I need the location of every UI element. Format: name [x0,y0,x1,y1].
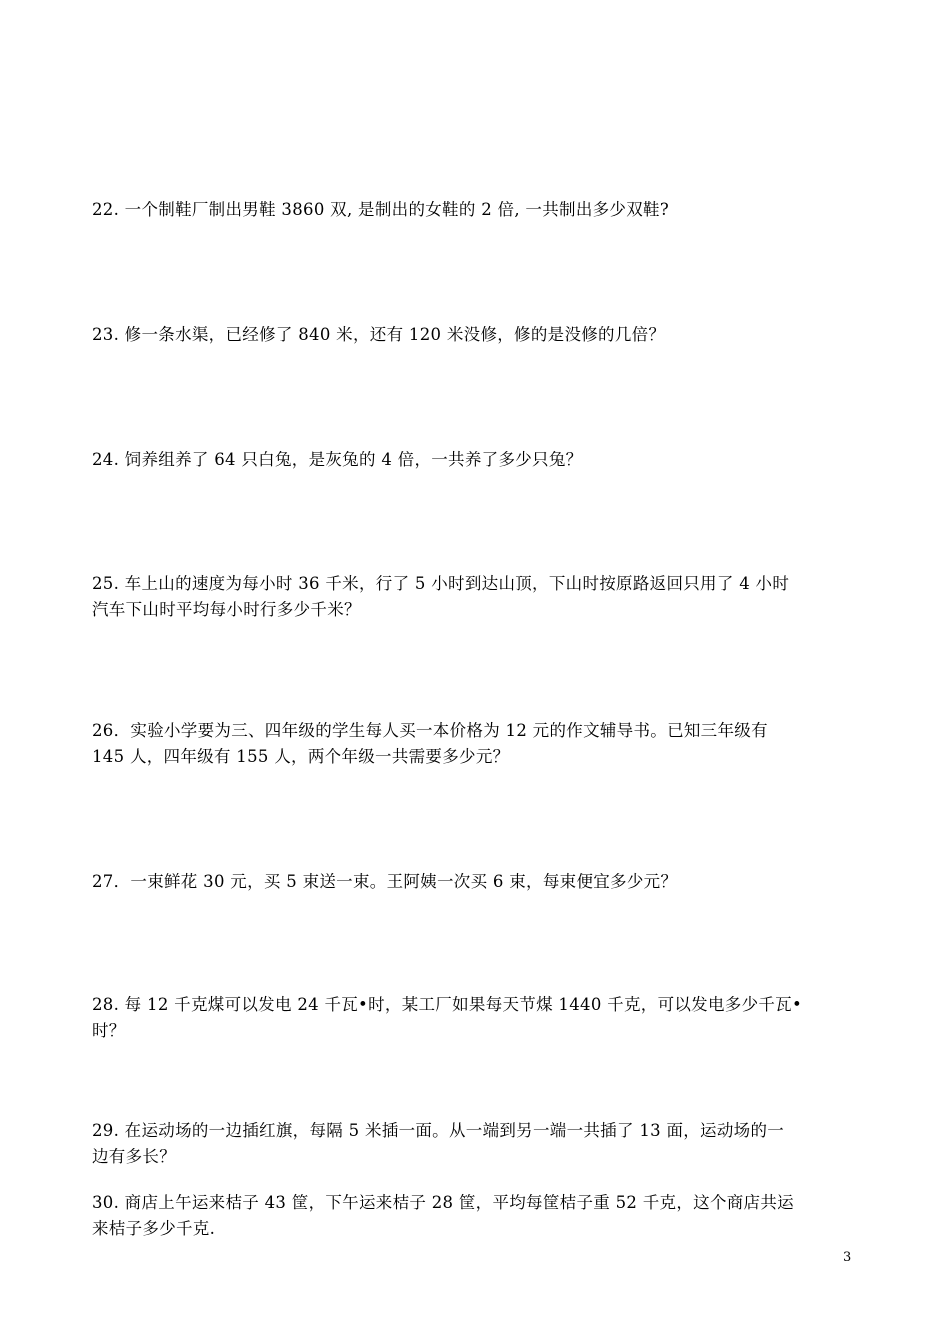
problem-26-line-1: 26．实验小学要为三、四年级的学生每人买一本价格为 12 元的作文辅导书。已知三年级有 [92,721,768,740]
problem-22 [92,197,862,223]
problem-29-line-1: 29. 在运动场的一边插红旗，每隔 5 米插一面。从一端到另一端一共插了 13 面，运动场的一 [92,1121,785,1140]
problem-24-line-1: 24. 饲养组养了 64 只白兔，是灰兔的 4 倍，一共养了多少只兔？ [92,450,583,469]
problem-23 [92,322,862,348]
problem-26 [92,718,862,770]
problem-25-line-1: 25. 车上山的速度为每小时 36 千米，行了 5 小时到达山顶，下山时按原路返回只用了 4 小时 [92,574,790,593]
problem-22-line-1: 22. 一个制鞋厂制出男鞋 3860 双, 是制出的女鞋的 2 倍, 一共制出多少双鞋? [92,200,669,219]
problem-29-line-2: 边有多长？ [92,1147,176,1166]
problem-30 [92,1190,862,1242]
problem-25 [92,571,862,623]
problem-28-line-2: 时？ [92,1021,126,1040]
problem-27 [92,869,862,895]
problem-24 [92,447,862,473]
problem-27-line-1: 27．一束鲜花 30 元，买 5 束送一束。王阿姨一次买 6 束，每束便宜多少元？ [92,872,678,891]
problem-29 [92,1118,862,1170]
problem-30-line-1: 30. 商店上午运来桔子 43 筐，下午运来桔子 28 筐，平均每筐桔子重 52 千克，这个商店共运 [92,1193,794,1212]
problem-30-line-2: 来桔子多少千克. [92,1219,216,1238]
problem-28 [92,992,862,1044]
problem-25-line-2: 汽车下山时平均每小时行多少千米？ [92,600,361,619]
problem-28-line-1: 28. 每 12 千克煤可以发电 24 千瓦•时，某工厂如果每天节煤 1440 千克，可以发电多少千瓦• [92,995,803,1014]
problem-23-line-1: 23. 修一条水渠，已经修了 840 米，还有 120 米没修，修的是没修的几倍？ [92,325,666,344]
problem-26-line-2: 145 人，四年级有 155 人，两个年级一共需要多少元？ [92,747,510,766]
page-number: 3 [843,1250,852,1265]
